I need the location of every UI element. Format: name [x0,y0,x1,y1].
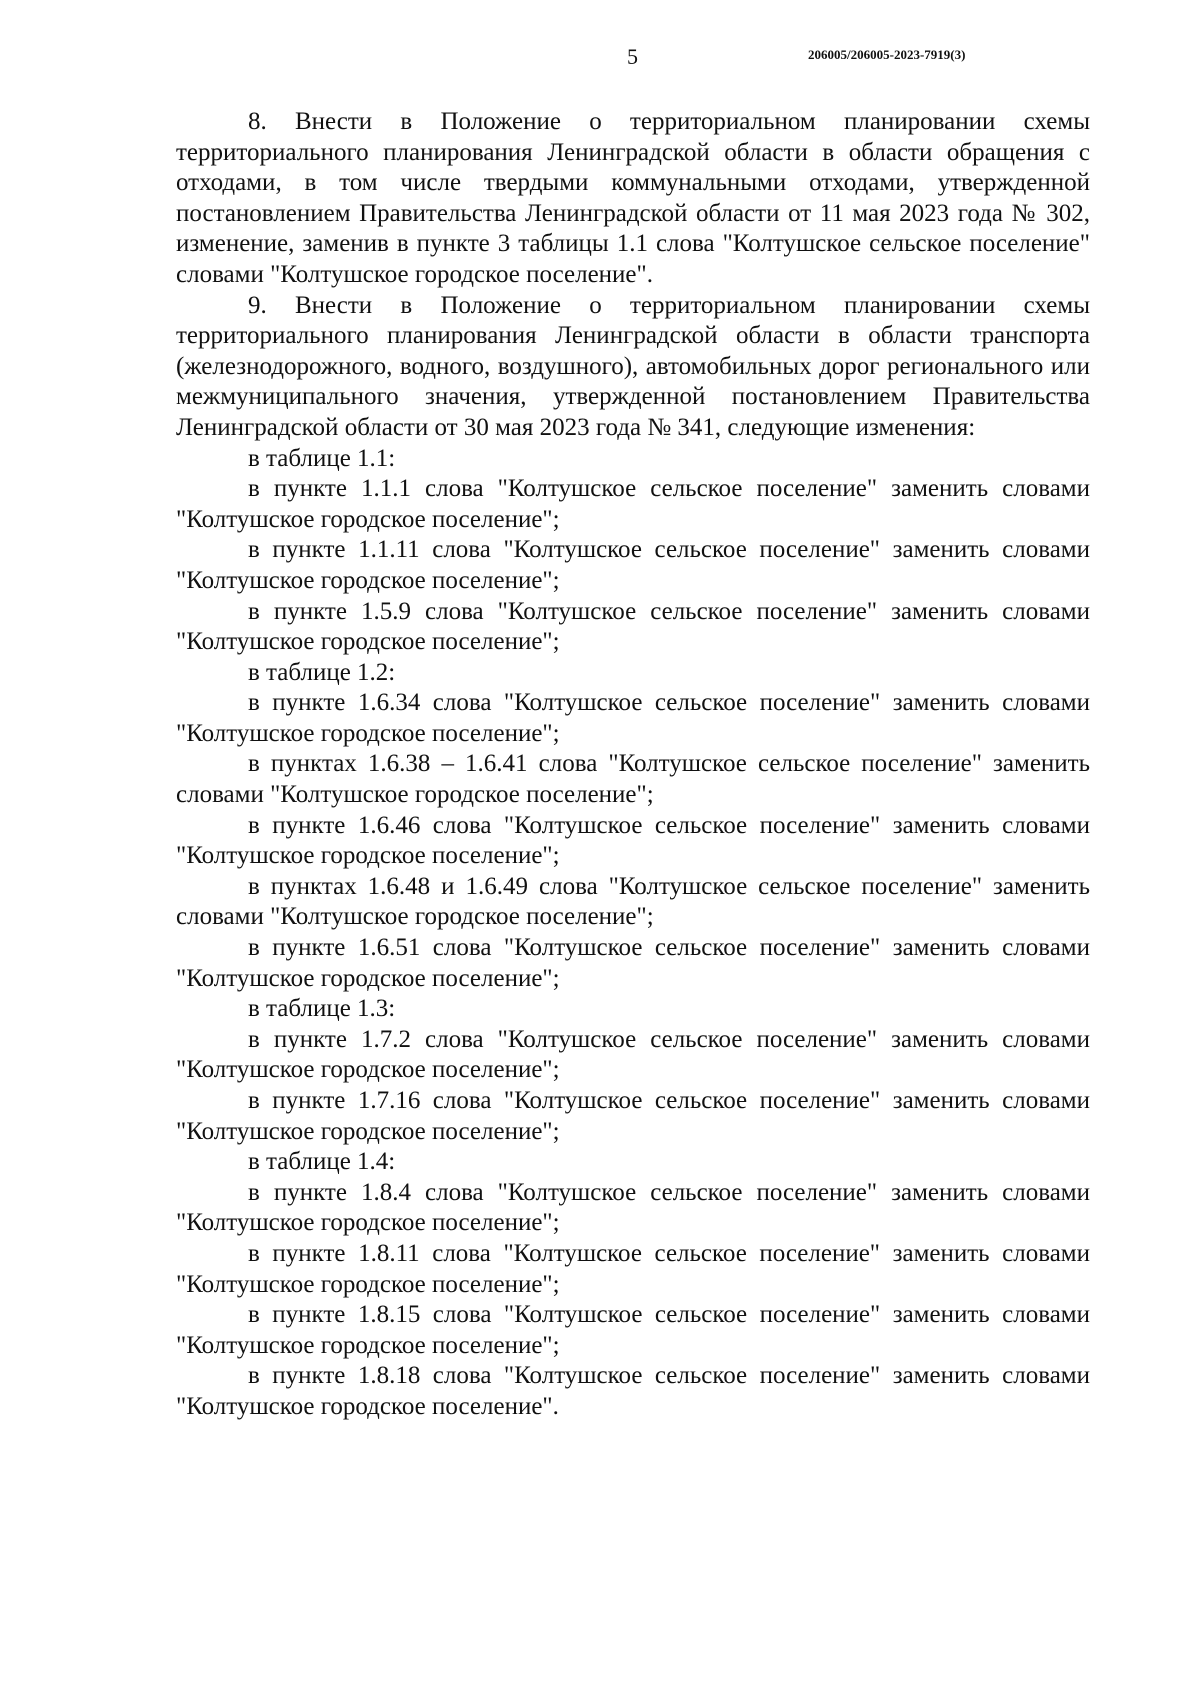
table-heading-1-4: в таблице 1.4: [248,1148,396,1176]
amendment-1-7-2: в пункте 1.7.2 слова "Колтушское сельское поселение" заменить словами "Колтушское городское поселение"; [176,1025,1090,1084]
document-id: 206005/206005-2023-7919(3) [808,47,966,62]
paragraph-item-8: 8. Внести в Положение о территориальном планировании схемы территориального планирования Ленинградской области в области обращения с отходами, в том числе твердыми коммунальными отходами, утвержденной постановлением Правительства Ленинградской области от 11 мая 2023 года № 302, изменение, заменив в пункте 3 таблицы 1.1 слова "Колтушское сельское поселение" словами "Колтушское городское поселение". [176,108,1090,288]
table-heading-1-3: в таблице 1.3: [248,995,396,1023]
paragraph-item-9: 9. Внести в Положение о территориальном планировании схемы территориального планирования Ленинградской области в области транспорта (железнодорожного, водного, воздушного), автомобильных дорог регионального или межмуниципального значения, утвержденной постановлением Правительства Ленинградской области от 30 мая 2023 года № 341, следующие изменения: [176,291,1090,441]
amendment-1-6-51: в пункте 1.6.51 слова "Колтушское сельское поселение" заменить словами "Колтушское городское поселение"; [176,934,1090,992]
amendment-1-8-15: в пункте 1.8.15 слова "Колтушское сельское поселение" заменить словами "Колтушское городское поселение"; [176,1301,1090,1359]
amendment-1-6-38-41: в пунктах 1.6.38 – 1.6.41 слова "Колтушское сельское поселение" заменить словами "Колтушское городское поселение"; [176,750,1090,809]
amendment-1-8-11: в пункте 1.8.11 слова "Колтушское сельское поселение" заменить словами "Колтушское городское поселение"; [176,1239,1090,1298]
document-body [176,107,1090,1423]
page-number: 5 [627,44,638,69]
amendment-1-8-4: в пункте 1.8.4 слова "Колтушское сельское поселение" заменить словами "Колтушское городское поселение"; [176,1178,1090,1237]
amendment-1-1-11: в пункте 1.1.11 слова "Колтушское сельское поселение" заменить словами "Колтушское городское поселение"; [176,536,1090,594]
amendment-1-5-9: в пункте 1.5.9 слова "Колтушское сельское поселение" заменить словами "Колтушское городское поселение"; [176,597,1090,656]
amendment-1-1-1: в пункте 1.1.1 слова "Колтушское сельское поселение" заменить словами "Колтушское городское поселение"; [176,475,1090,533]
table-heading-1-2: в таблице 1.2: [248,658,396,686]
amendment-1-8-18: в пункте 1.8.18 слова "Колтушское сельское поселение" заменить словами "Колтушское городское поселение". [176,1362,1090,1420]
amendment-1-6-48-49: в пунктах 1.6.48 и 1.6.49 слова "Колтушское сельское поселение" заменить словами "Колтушское городское поселение"; [176,872,1090,931]
amendment-1-6-34: в пункте 1.6.34 слова "Колтушское сельское поселение" заменить словами "Колтушское городское поселение"; [176,689,1090,747]
amendment-1-7-16: в пункте 1.7.16 слова "Колтушское сельское поселение" заменить словами "Колтушское городское поселение"; [176,1087,1090,1145]
table-heading-1-1: в таблице 1.1: [248,444,396,472]
amendment-1-6-46: в пункте 1.6.46 слова "Колтушское сельское поселение" заменить словами "Колтушское городское поселение"; [176,811,1090,870]
